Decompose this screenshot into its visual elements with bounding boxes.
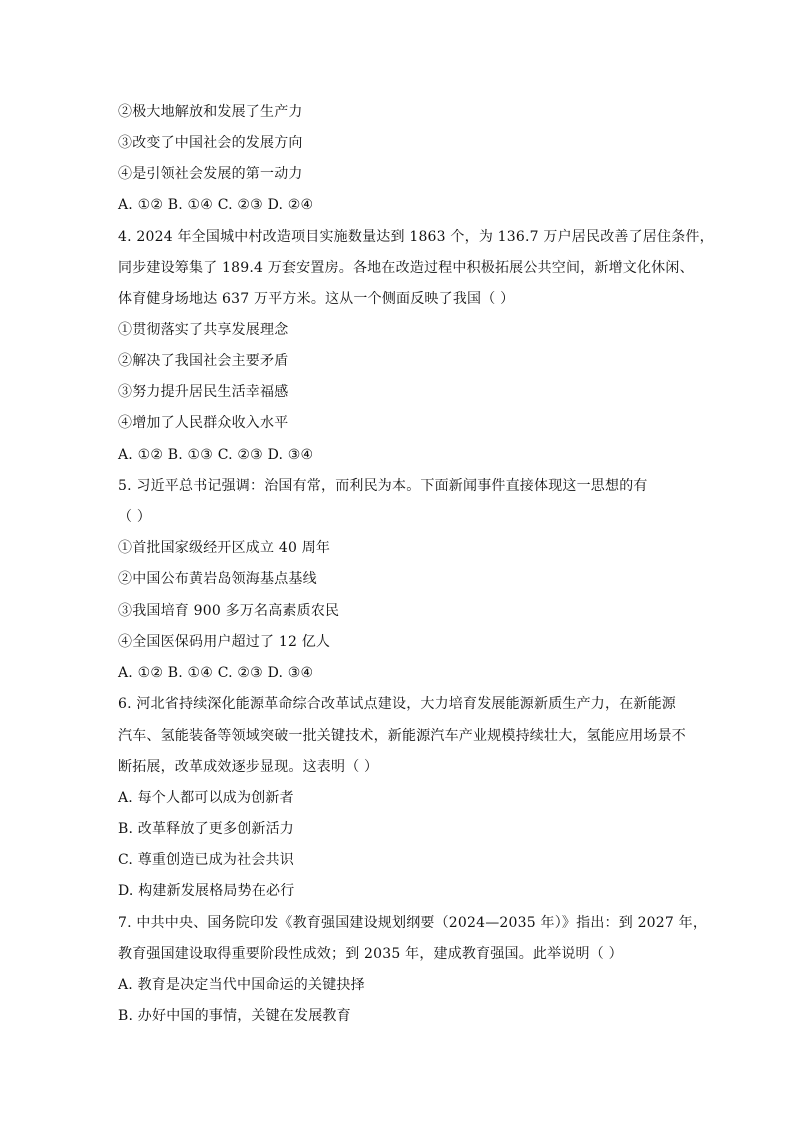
question-6-choice-a: A. 每个人都可以成为创新者 <box>118 790 294 806</box>
question-4-option-3: ③努力提升居民生活幸福感 <box>118 384 289 400</box>
answer-choices-3: A. ①② B. ①④ C. ②③ D. ②④ <box>118 197 314 213</box>
option-3: ③改变了中国社会的发展方向 <box>118 135 303 151</box>
question-6-choice-b: B. 改革释放了更多创新活力 <box>118 821 294 837</box>
question-7-text-end: 教育强国建设取得重要阶段性成效；到 2035 年，建成教育强国。此举说明（ ） <box>118 946 623 962</box>
question-5-option-4: ④全国医保码用户超过了 12 亿人 <box>118 634 331 650</box>
question-5-option-3: ③我国培育 900 多万名高素质农民 <box>118 603 340 619</box>
question-6-choice-c: C. 尊重创造已成为社会共识 <box>118 852 294 868</box>
option-4: ④是引领社会发展的第一动力 <box>118 166 303 182</box>
question-4-option-1: ①贯彻落实了共享发展理念 <box>118 322 289 338</box>
question-6-choice-d: D. 构建新发展格局势在必行 <box>118 883 295 899</box>
question-6-text: 6. 河北省持续深化能源革命综合改革试点建设，大力培育发展能源新质生产力，在新能源 <box>118 696 677 712</box>
question-4-text-end: 体育健身场地达 637 万平方米。这从一个侧面反映了我国（ ） <box>118 291 515 307</box>
question-5-option-2: ②中国公布黄岩岛领海基点基线 <box>118 571 317 587</box>
question-4-option-2: ②解决了我国社会主要矛盾 <box>118 353 289 369</box>
question-6-text-end: 断拓展，改革成效逐步显现。这表明（ ） <box>118 759 379 775</box>
question-4-choices: A. ①② B. ①③ C. ②③ D. ③④ <box>118 447 314 463</box>
question-5-text: 5. 习近平总书记强调：治国有常，而利民为本。下面新闻事件直接体现这一思想的有 <box>118 478 648 494</box>
question-7-text: 7. 中共中央、国务院印发《教育强国建设规划纲要（2024—2035 年）》指出：到 2027 年， <box>118 915 708 931</box>
question-5-blank: （ ） <box>118 509 152 525</box>
question-7-choice-b: B. 办好中国的事情，关键在发展教育 <box>118 1008 351 1024</box>
option-2: ②极大地解放和发展了生产力 <box>118 104 303 120</box>
question-4-text-cont: 同步建设筹集了 189.4 万套安置房。各地在改造过程中积极拓展公共空间，新增文化休闲、 <box>118 260 694 276</box>
question-6-text-cont: 汽车、氢能装备等领域突破一批关键技术，新能源汽车产业规模持续壮大，氢能应用场景不 <box>118 728 686 744</box>
question-5-option-1: ①首批国家级经开区成立 40 周年 <box>118 540 331 556</box>
question-4-option-4: ④增加了人民群众收入水平 <box>118 415 289 431</box>
question-5-choices: A. ①② B. ①④ C. ②③ D. ③④ <box>118 665 314 681</box>
question-4-text: 4. 2024 年全国城中村改造项目实施数量达到 1863 个，为 136.7 万户居民改善了居住条件， <box>118 229 714 245</box>
question-7-choice-a: A. 教育是决定当代中国命运的关键抉择 <box>118 977 365 993</box>
